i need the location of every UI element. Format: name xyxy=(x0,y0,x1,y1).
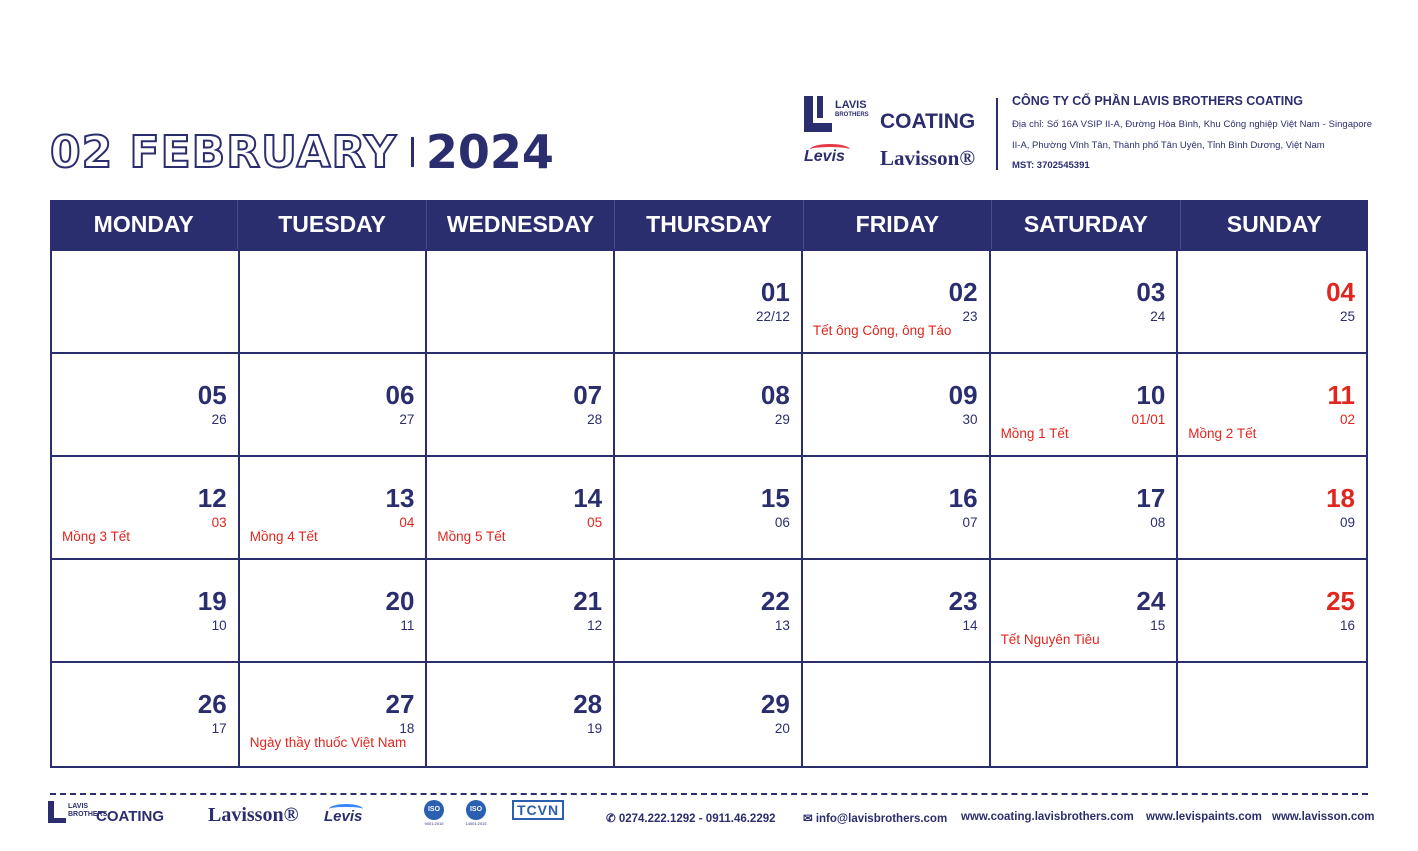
lunar-date: 03 xyxy=(211,515,227,530)
day-cell xyxy=(240,457,428,560)
day-number: 13 xyxy=(385,483,415,513)
lunar-date: 07 xyxy=(962,515,978,530)
day-number: 12 xyxy=(197,483,227,513)
weekday-saturday: SATURDAY xyxy=(992,200,1180,249)
day-cell xyxy=(1178,251,1366,354)
holiday-note: Mồng 3 Tết xyxy=(62,529,131,544)
lavis-brothers-wordmark: LAVIS BROTHERS xyxy=(835,99,869,118)
holiday-note: Mồng 2 Tết xyxy=(1188,426,1257,441)
lunar-date: 22/12 xyxy=(756,309,790,324)
weekday-friday: FRIDAY xyxy=(804,200,992,249)
day-number: 06 xyxy=(385,380,415,410)
lunar-date: 17 xyxy=(211,721,227,736)
day-number: 20 xyxy=(385,586,415,616)
day-number: 18 xyxy=(1326,483,1355,513)
lunar-date: 29 xyxy=(774,412,790,427)
holiday-note: Ngày thầy thuốc Việt Nam xyxy=(249,735,407,750)
footer-levis-logo: Levis xyxy=(324,808,363,825)
weekday-sunday: SUNDAY xyxy=(1226,211,1322,237)
day-cell xyxy=(1178,354,1366,457)
lunar-date: 11 xyxy=(400,618,415,633)
footer xyxy=(48,798,1375,838)
year-title: 2024 xyxy=(425,125,554,179)
day-number: 10 xyxy=(1136,380,1166,410)
day-cell xyxy=(803,354,991,457)
empty-day-cell xyxy=(240,251,428,354)
lunar-date: 28 xyxy=(587,412,603,427)
day-number: 14 xyxy=(573,483,603,513)
iso-14001-badge-icon: ISO xyxy=(466,800,486,820)
footer-website-coating[interactable]: www.coating.lavisbrothers.com xyxy=(961,811,1134,823)
lunar-date: 02 xyxy=(1339,412,1355,427)
day-cell xyxy=(427,663,615,766)
day-cell xyxy=(615,251,803,354)
lunar-date: 19 xyxy=(587,721,603,736)
holiday-note: Mồng 1 Tết xyxy=(1000,426,1069,441)
day-cell xyxy=(240,560,428,663)
lunar-date: 08 xyxy=(1150,515,1166,530)
brand-divider xyxy=(996,98,998,170)
empty-day-cell xyxy=(427,251,615,354)
day-number: 09 xyxy=(948,380,978,410)
company-tax-code: MST: 3702545391 xyxy=(1012,160,1090,171)
iso-14001-caption: 14001:2015 xyxy=(465,821,487,826)
iso-9001-badge-icon: ISO xyxy=(424,800,444,820)
day-number: 19 xyxy=(197,586,227,616)
day-cell xyxy=(52,354,240,457)
day-number: 02 xyxy=(948,277,978,307)
lunar-date: 27 xyxy=(399,412,415,427)
lunar-date: 04 xyxy=(399,515,415,530)
lunar-date: 30 xyxy=(962,412,978,427)
lunar-date: 09 xyxy=(1339,515,1355,530)
day-cell xyxy=(1178,457,1366,560)
day-cell xyxy=(615,354,803,457)
company-address: Địa chỉ: Số 16A VSIP II-A, Đường Hòa Bình, Khu Công nghiệp Việt Nam - Singapore II-A, Phường Vĩnh Tân, Thành phố Tân Uyên, Tỉnh Bình Dương, Việt Nam xyxy=(1012,119,1372,151)
day-number: 22 xyxy=(760,586,790,616)
day-cell xyxy=(615,457,803,560)
levis-logo: Levis xyxy=(804,148,845,165)
empty-day-cell xyxy=(991,663,1179,766)
day-cell xyxy=(1178,560,1366,663)
day-cell xyxy=(52,560,240,663)
lunar-date: 13 xyxy=(774,618,790,633)
lunar-date: 14 xyxy=(962,618,978,633)
day-cell xyxy=(52,663,240,766)
company-name: CÔNG TY CỔ PHẦN LAVIS BROTHERS COATING xyxy=(1012,94,1303,108)
lunar-date: 10 xyxy=(211,618,227,633)
lunar-date: 25 xyxy=(1339,309,1355,324)
day-number: 26 xyxy=(197,689,227,719)
weekday-header xyxy=(50,200,1368,249)
holiday-note: Mồng 4 Tết xyxy=(249,529,318,544)
holiday-note: Tết ông Công, ông Táo xyxy=(812,323,952,338)
day-number: 01 xyxy=(760,277,790,307)
footer-dashed-divider xyxy=(50,793,1368,795)
day-number: 27 xyxy=(385,689,415,719)
footer-website-lavisson[interactable]: www.lavisson.com xyxy=(1272,811,1375,823)
month-title: 02 FEBRUARY xyxy=(50,126,397,178)
day-number: 16 xyxy=(948,483,978,513)
day-cell xyxy=(52,457,240,560)
day-number: 07 xyxy=(573,380,603,410)
holiday-note: Tết Nguyên Tiêu xyxy=(1000,632,1100,647)
day-cell xyxy=(803,457,991,560)
day-number: 11 xyxy=(1327,380,1355,410)
weekday-tuesday: TUESDAY xyxy=(238,200,426,249)
day-number: 03 xyxy=(1136,277,1166,307)
day-number: 05 xyxy=(197,380,227,410)
footer-email[interactable]: ✉ info@lavisbrothers.com xyxy=(803,813,948,825)
day-cell xyxy=(240,663,428,766)
day-cell xyxy=(803,560,991,663)
day-number: 15 xyxy=(760,483,790,513)
day-cell xyxy=(803,251,991,354)
calendar xyxy=(50,200,1368,768)
lunar-date: 01/01 xyxy=(1131,412,1166,427)
title-divider xyxy=(411,137,414,167)
lavis-brothers-logo-icon xyxy=(804,96,832,132)
brand-logos xyxy=(804,96,984,176)
company-info xyxy=(1012,94,1372,176)
lavisson-logo: Lavisson® xyxy=(880,146,976,170)
footer-lavisson-logo: Lavisson® xyxy=(208,804,299,826)
weekday-wednesday: WEDNESDAY xyxy=(427,200,615,249)
lunar-date: 06 xyxy=(774,515,790,530)
day-cell xyxy=(991,354,1179,457)
day-number: 28 xyxy=(573,689,603,719)
lunar-date: 24 xyxy=(1150,309,1166,324)
footer-website-levis[interactable]: www.levispaints.com xyxy=(1146,811,1262,823)
day-number: 25 xyxy=(1326,586,1355,616)
lunar-date: 20 xyxy=(774,721,790,736)
lunar-date: 15 xyxy=(1150,618,1166,633)
holiday-note: Mồng 5 Tết xyxy=(437,529,506,544)
iso-9001-caption: 9001:2015 xyxy=(424,821,444,826)
day-cell xyxy=(427,457,615,560)
lunar-date: 16 xyxy=(1339,618,1355,633)
lunar-date: 12 xyxy=(587,618,603,633)
day-number: 24 xyxy=(1136,586,1166,616)
day-number: 21 xyxy=(573,586,603,616)
day-number: 04 xyxy=(1326,277,1355,307)
footer-phone[interactable]: ✆ 0274.222.1292 - 0911.46.2292 xyxy=(606,813,776,825)
coating-wordmark: COATING xyxy=(880,110,976,133)
empty-day-cell xyxy=(1178,663,1366,766)
tcvn-badge: TCVN xyxy=(512,800,564,820)
empty-day-cell xyxy=(803,663,991,766)
lunar-date: 05 xyxy=(587,515,603,530)
day-cell xyxy=(991,251,1179,354)
day-cell xyxy=(427,354,615,457)
weekday-monday: MONDAY xyxy=(50,200,238,249)
day-cell xyxy=(427,560,615,663)
day-cell xyxy=(615,560,803,663)
day-number: 23 xyxy=(948,586,978,616)
day-cell xyxy=(991,560,1179,663)
calendar-title xyxy=(50,122,554,182)
lunar-date: 23 xyxy=(962,309,978,324)
day-number: 29 xyxy=(760,689,790,719)
calendar-grid xyxy=(50,249,1368,768)
footer-lavis-wordmark: LAVIS BROTHERS xyxy=(68,803,108,818)
day-number: 17 xyxy=(1136,483,1166,513)
day-cell xyxy=(615,663,803,766)
day-cell xyxy=(240,354,428,457)
weekday-thursday: THURSDAY xyxy=(615,200,803,249)
day-cell xyxy=(991,457,1179,560)
lunar-date: 26 xyxy=(211,412,227,427)
empty-day-cell xyxy=(52,251,240,354)
footer-lavis-logo-icon xyxy=(48,801,66,823)
day-number: 08 xyxy=(760,380,790,410)
footer-coating: COATING xyxy=(96,808,165,825)
lunar-date: 18 xyxy=(399,721,415,736)
